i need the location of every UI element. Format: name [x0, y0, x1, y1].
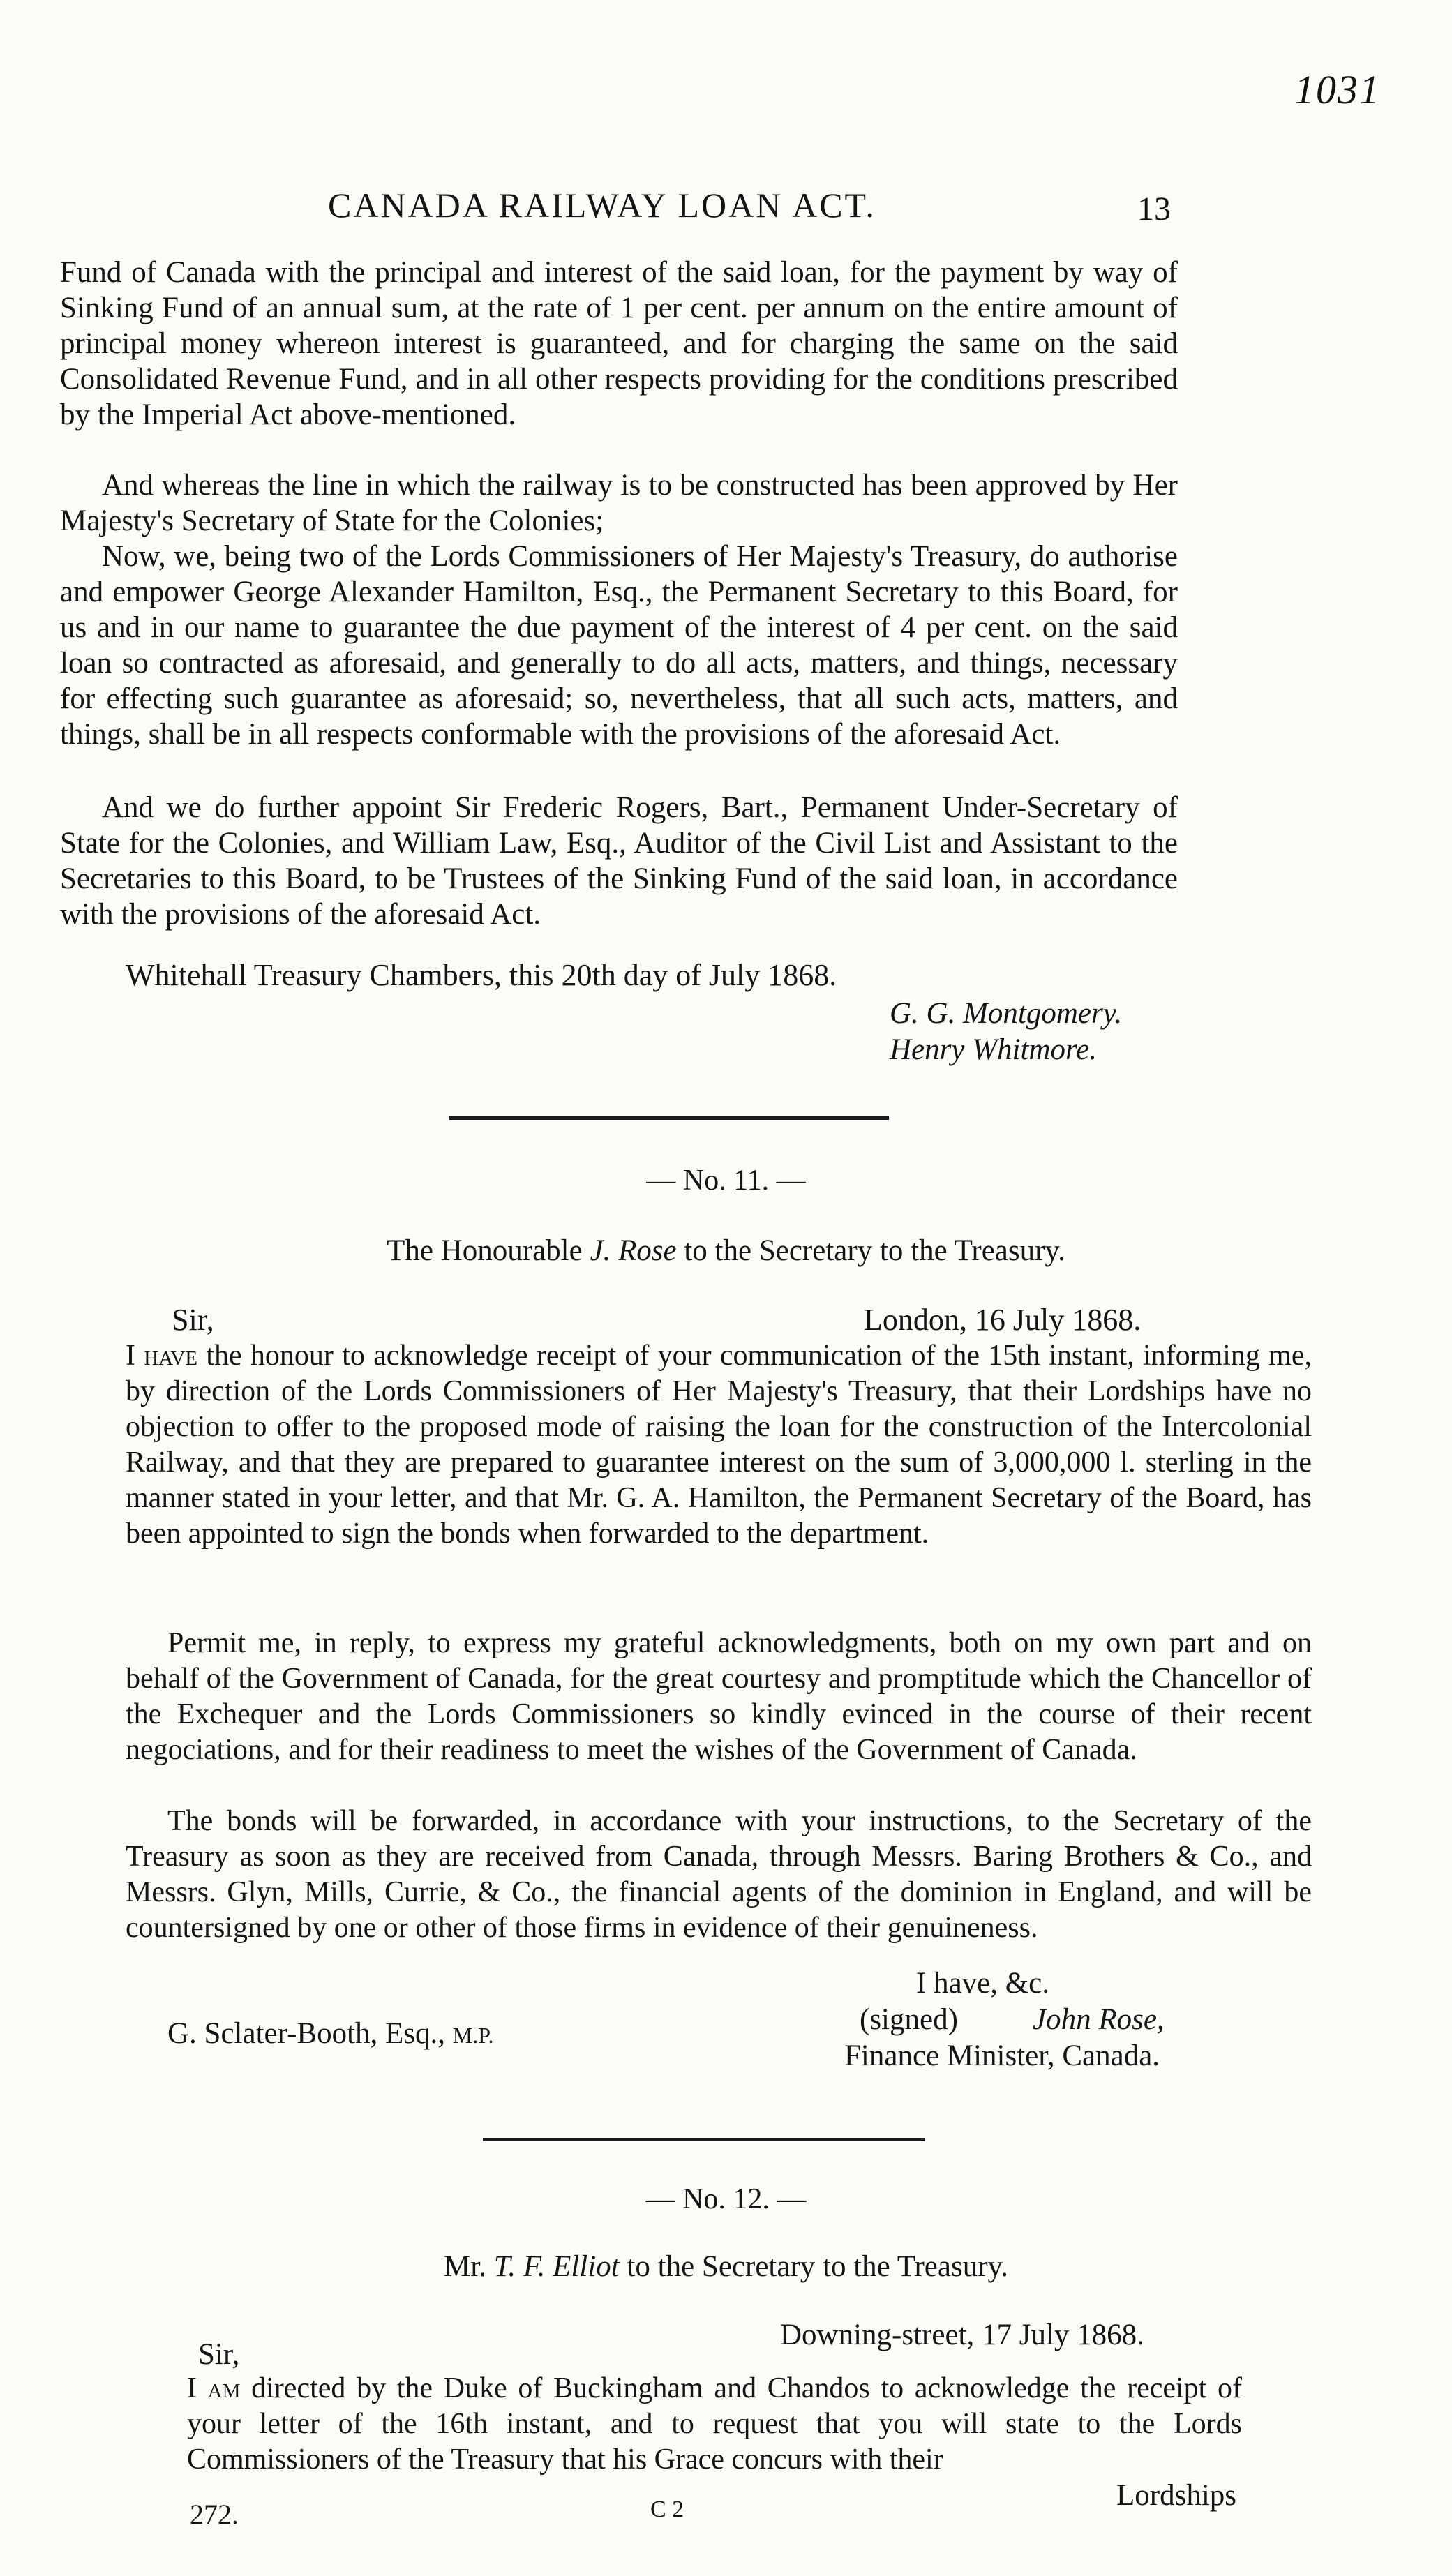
- signatory-montgomery: G. G. Montgomery.: [890, 997, 1123, 1030]
- letter-11-paragraph-1-text: the honour to acknowledge receipt of your communication of the 15th instant, informing me, by direction of the Lords Commissioners of Her Majesty's Treasury, that their Lordships have no objection to offer to the proposed mode of raising the loan for the construction of the Intercolonial Railway, and that they are prepared to guarantee interest on the sum of 3,000,000 l. sterling in the manner stated in your letter, and that Mr. G. A. Hamilton, the Permanent Secretary of the Board, has been appointed to sign the bonds when forwarded to the department.: [126, 1340, 1312, 1550]
- page-number: 13: [1137, 190, 1171, 227]
- letter-11-place-date: London, 16 July 1868.: [864, 1303, 1142, 1337]
- letter-number-11: — No. 11. —: [646, 1165, 806, 1197]
- section-divider: [449, 1116, 889, 1120]
- catchword: Lordships: [1116, 2479, 1236, 2512]
- signatory-whitmore: Henry Whitmore.: [890, 1033, 1097, 1066]
- warrant-paragraph-2: And whereas the line in which the railway is to be constructed has been approved by Her Majesty's Secretary of State for the Colonies;: [60, 469, 1178, 537]
- heading-prefix: Mr.: [444, 2250, 494, 2283]
- warrant-paragraph-1: Fund of Canada with the principal and interest of the said loan, for the payment by way of Sinking Fund of an annual sum, at the rate of 1 per cent. per annum on the entire amount of principal money whereon interest is guaranteed, and for charging the same on the said Consolidated Revenue Fund, and in all other respects providing for the conditions prescribed by the Imperial Act above-mentioned.: [60, 256, 1178, 431]
- section-divider-2: [483, 2138, 925, 2141]
- letter-11-paragraph-3: The bonds will be forwarded, in accordance with your instructions, to the Secretary of the Treasury as soon as they are received from Canada, through Messrs. Baring Brothers & Co., and Messrs. Glyn, Mills, Currie, & Co., the financial agents of the dominion in England, and will be countersigned by one or other of those firms in evidence of their genuineness.: [126, 1805, 1312, 1944]
- letter-12-place-date: Downing-street, 17 July 1868.: [780, 2319, 1144, 2351]
- letter-12-salutation: Sir,: [198, 2338, 240, 2371]
- sheet-signature: C 2: [650, 2496, 684, 2522]
- opening-word: I have: [126, 1340, 198, 1372]
- letter-12-heading: [0, 2249, 1452, 2284]
- heading-name: J. Rose: [590, 1234, 677, 1267]
- warrant-paragraph-4: And we do further appoint Sir Frederic Rogers, Bart., Permanent Under-Secretary of State for the Colonies, and William Law, Esq., Auditor of the Civil List and Assistant to the Secretaries to this Board, to be Trustees of the Sinking Fund of the said loan, in accordance with the provisions of the aforesaid Act.: [60, 791, 1178, 931]
- letter-12-paragraph: [187, 2371, 1242, 2478]
- heading-suffix: to the Secretary to the Treasury.: [619, 2250, 1008, 2283]
- addressee-suffix: M.P.: [452, 2023, 494, 2048]
- warrant-paragraph-3: Now, we, being two of the Lords Commissioners of Her Majesty's Treasury, do authorise and empower George Alexander Hamilton, Esq., the Permanent Secretary to this Board, for us and in our name to guarantee the due payment of the interest of 4 per cent. on the said loan so contracted as aforesaid, and generally to do all acts, matters, and things, necessary for effecting such guarantee as aforesaid; so, nevertheless, that all such acts, matters, and things, shall be in all respects conformable with the provisions of the aforesaid Act.: [60, 540, 1178, 751]
- letter-number-12: — No. 12. —: [645, 2183, 807, 2215]
- heading-name: T. F. Elliot: [493, 2250, 620, 2283]
- letter-11-signed: (signed): [860, 2003, 958, 2036]
- letter-11-closing: I have, &c.: [916, 1967, 1050, 2000]
- heading-suffix: to the Secretary to the Treasury.: [676, 1234, 1065, 1267]
- letter-11-addressee: [167, 2016, 493, 2051]
- opening-word: I am: [187, 2372, 241, 2404]
- letter-11-heading: [0, 1234, 1452, 1268]
- handwritten-page-number: 1031: [1294, 67, 1381, 112]
- signature-mark: 272.: [190, 2499, 239, 2530]
- letter-11-paragraph-2: Permit me, in reply, to express my grateful acknowledgments, both on my own part and on behalf of the Government of Canada, for the great courtesy and promptitude which the Chancellor of the Exchequer and the Lords Commissioners so kindly evinced in the course of their recent negociations, and for their readiness to meet the wishes of the Government of Canada.: [126, 1627, 1312, 1766]
- heading-prefix: The Honourable: [387, 1234, 590, 1267]
- running-head: CANADA RAILWAY LOAN ACT.: [328, 186, 876, 225]
- warrant-dateline: Whitehall Treasury Chambers, this 20th day of July 1868.: [126, 958, 837, 992]
- letter-11-signer: John Rose,: [1033, 2003, 1165, 2036]
- letter-11-paragraph-1: [126, 1338, 1312, 1552]
- letter-11-salutation: Sir,: [172, 1303, 214, 1337]
- letter-11-signer-title: Finance Minister, Canada.: [844, 2039, 1160, 2072]
- letter-12-paragraph-text: directed by the Duke of Buckingham and Chandos to acknowledge the receipt of your letter of the 16th instant, and to request that you will state to the Lords Commissioners of the Treasury that his Grace concurs with their: [187, 2372, 1243, 2476]
- addressee-name: G. Sclater-Booth, Esq.,: [167, 2017, 446, 2050]
